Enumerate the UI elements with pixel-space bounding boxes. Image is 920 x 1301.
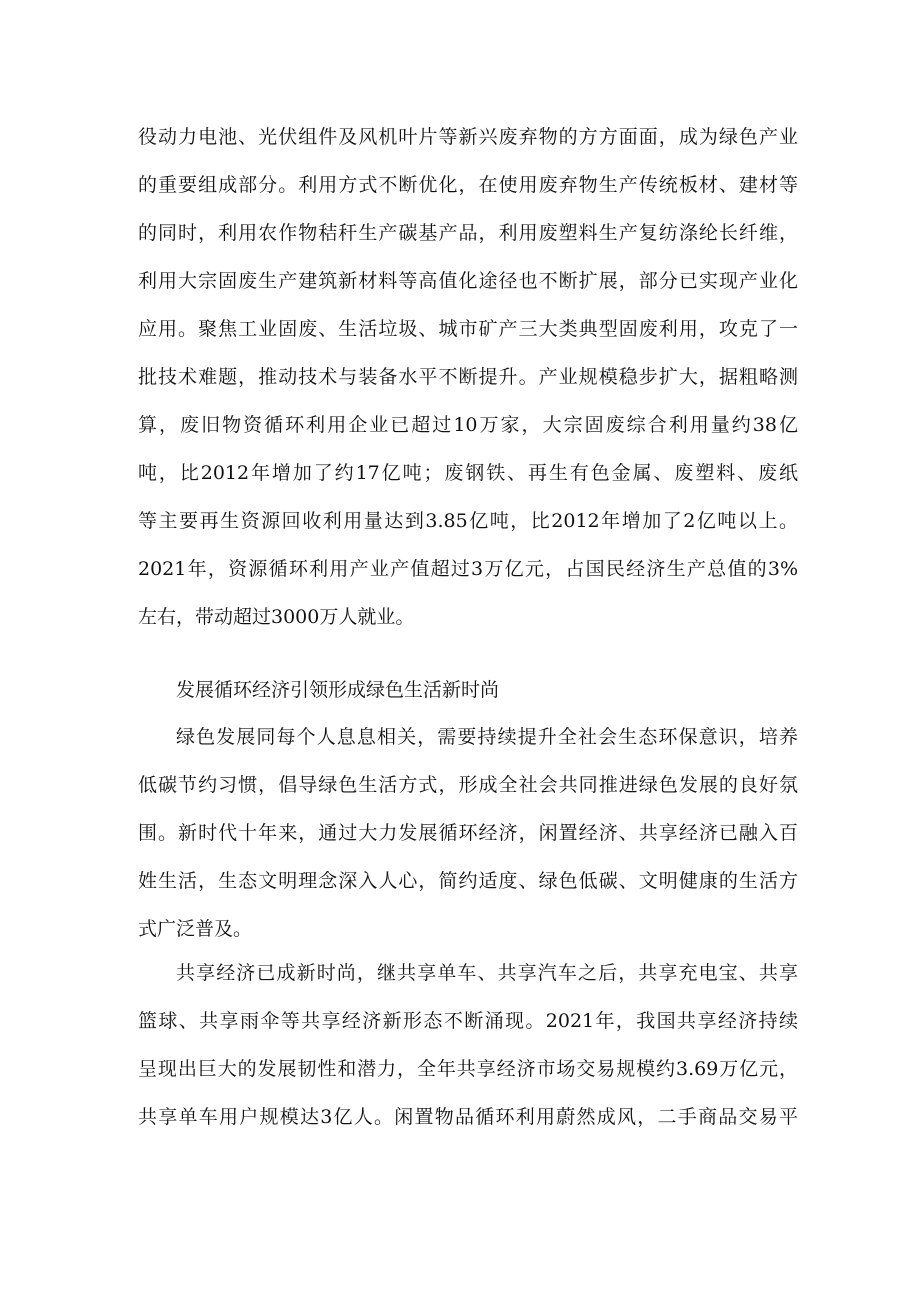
paragraph-line: 吨，比2012年增加了约17亿吨；废钢铁、再生有色金属、废塑料、废纸 bbox=[138, 462, 798, 484]
paragraph-line: 围。新时代十年来，通过大力发展循环经济，闲置经济、共享经济已融入百 bbox=[138, 822, 798, 844]
paragraph-1 bbox=[138, 113, 798, 641]
paragraph-line: 利用大宗固废生产建筑新材料等高值化途径也不断扩展，部分已实现产业化 bbox=[138, 270, 798, 292]
paragraph-line: 应用。聚焦工业固废、生活垃圾、城市矿产三大类典型固废利用，攻克了一 bbox=[138, 318, 798, 340]
paragraph-line: 役动力电池、光伏组件及风机叶片等新兴废弃物的方方面面，成为绿色产业 bbox=[138, 126, 798, 148]
section-heading bbox=[138, 666, 798, 714]
paragraph-2 bbox=[138, 713, 798, 953]
section-heading-text: 发展循环经济引领形成绿色生活新时尚 bbox=[176, 679, 500, 701]
paragraph-line: 低碳节约习惯，倡导绿色生活方式，形成全社会共同推进绿色发展的良好氛 bbox=[138, 774, 798, 796]
paragraph-line: 篮球、共享雨伞等共享经济新形态不断涌现。2021年，我国共享经济持续 bbox=[138, 1010, 798, 1032]
paragraph-line: 姓生活，生态文明理念深入人心，简约适度、绿色低碳、文明健康的生活方 bbox=[138, 870, 798, 892]
paragraph-line: 的同时，利用农作物秸秆生产碳基产品，利用废塑料生产复纺涤纶长纤维， bbox=[138, 222, 798, 244]
paragraph-line: 左右，带动超过3000万人就业。 bbox=[138, 606, 415, 628]
paragraph-line: 共享单车用户规模达3亿人。闲置物品循环利用蔚然成风，二手商品交易平 bbox=[138, 1106, 798, 1128]
paragraph-line: 绿色发展同每个人息息相关，需要持续提升全社会生态环保意识，培养 bbox=[176, 726, 798, 748]
paragraph-line: 等主要再生资源回收利用量达到3.85亿吨，比2012年增加了2亿吨以上。 bbox=[138, 510, 798, 532]
paragraph-line: 2021年，资源循环利用产业产值超过3万亿元，占国民经济生产总值的3% bbox=[138, 558, 798, 580]
paragraph-line: 式广泛普及。 bbox=[138, 918, 253, 940]
paragraph-line: 共享经济已成新时尚，继共享单车、共享汽车之后，共享充电宝、共享 bbox=[176, 962, 798, 984]
paragraph-line: 批技术难题，推动技术与装备水平不断提升。产业规模稳步扩大，据粗略测 bbox=[138, 366, 798, 388]
paragraph-line: 算，废旧物资循环利用企业已超过10万家，大宗固废综合利用量约38亿 bbox=[138, 414, 798, 436]
paragraph-line: 的重要组成部分。利用方式不断优化，在使用废弃物生产传统板材、建材等 bbox=[138, 174, 798, 196]
paragraph-line: 呈现出巨大的发展韧性和潜力，全年共享经济市场交易规模约3.69万亿元， bbox=[138, 1058, 798, 1080]
paragraph-3 bbox=[138, 949, 798, 1141]
